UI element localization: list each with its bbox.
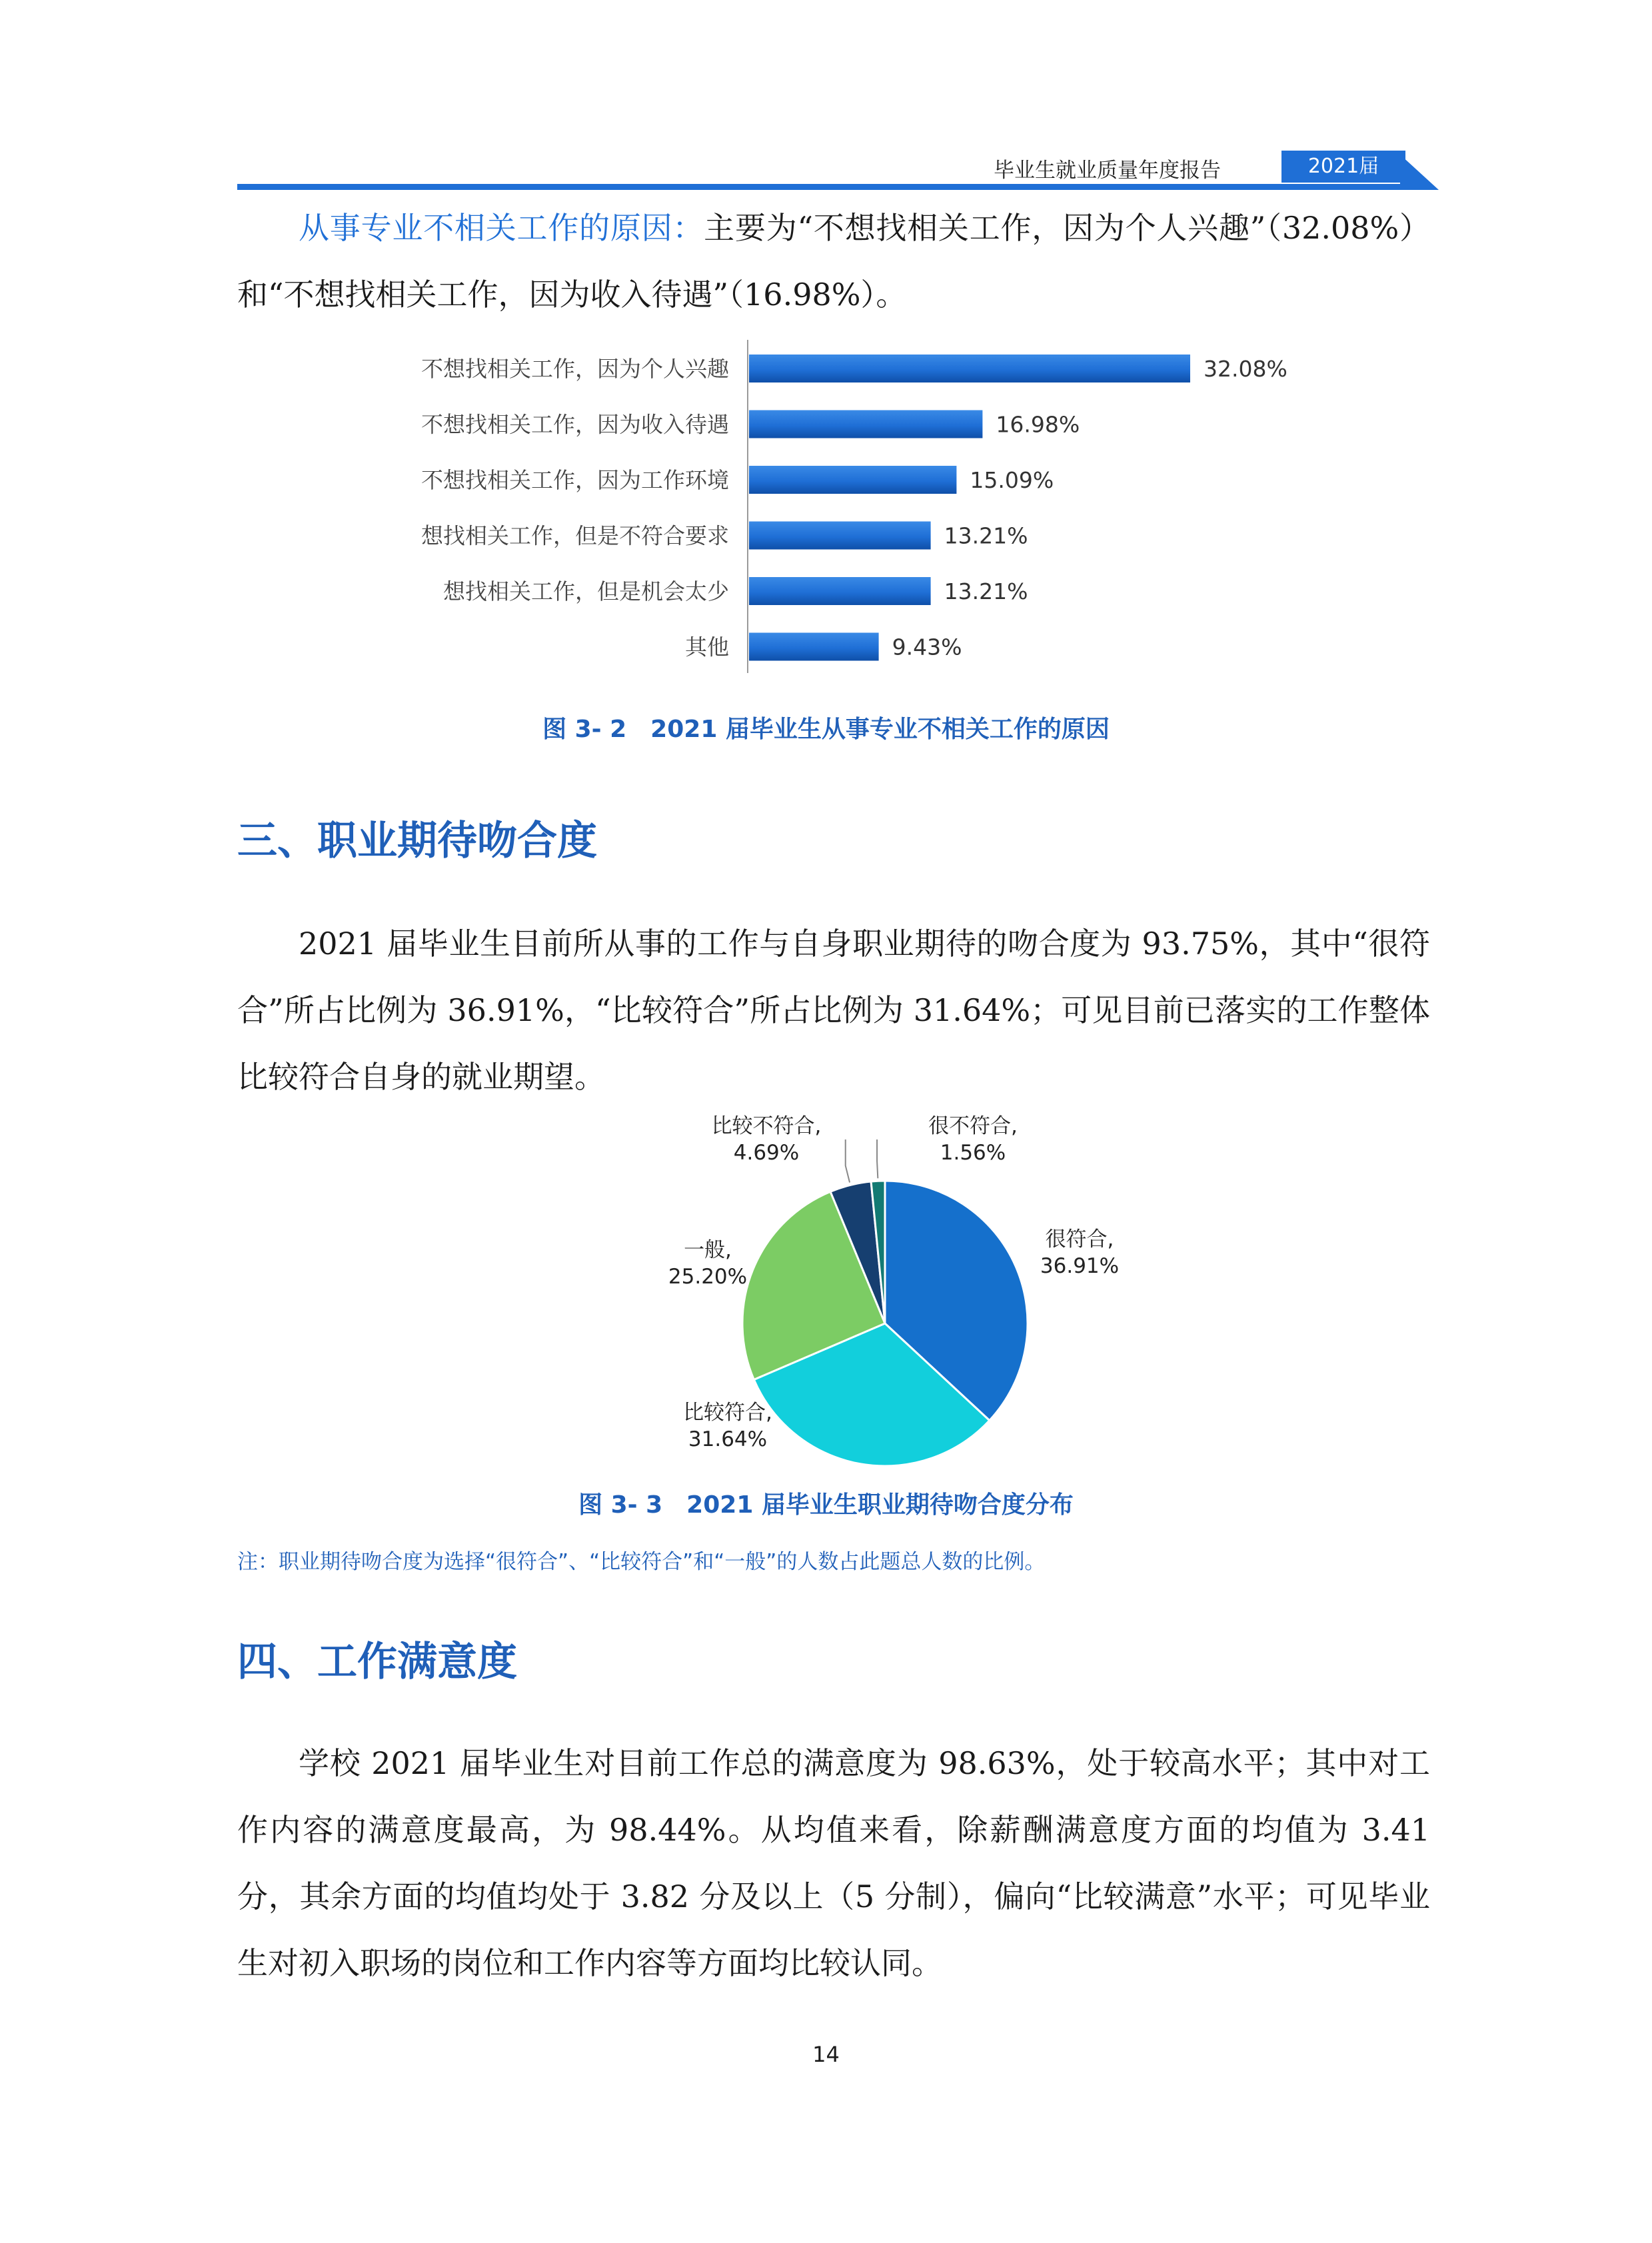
pie-label-value: 25.20% [668,1265,748,1289]
bar-value-label: 32.08% [1204,356,1287,382]
bar-category-label: 其他 [685,634,729,660]
bar-category-label: 想找相关工作，但是不符合要求 [421,522,729,549]
bar [749,577,931,605]
pie-leader-line [846,1139,850,1183]
bar [749,410,982,438]
pie-leader-line [877,1139,878,1178]
pie-label-value: 36.91% [1040,1254,1120,1278]
bar-value-label: 9.43% [892,634,962,660]
pie-label-value: 31.64% [688,1427,768,1451]
bar-value-label: 16.98% [996,411,1080,438]
header-rule [237,184,1400,190]
pie-chart [586,1106,1186,1479]
paragraph-unrelated-reasons [237,195,1430,328]
bar [749,522,931,550]
pie-label-name: 比较不符合, [711,1114,822,1138]
pie-label-value: 4.69% [733,1141,800,1165]
bar [749,633,879,661]
figure-caption-3-3: 图 3- 3 2021 届毕业生职业期待吻合度分布 [578,1491,1074,1519]
bar-category-label: 想找相关工作，但是机会太少 [443,578,729,604]
report-title: 毕业生就业质量年度报告 [994,159,1221,183]
bar-category-label: 不想找相关工作，因为个人兴趣 [421,356,729,382]
pie-label-name: 比较符合, [683,1401,772,1425]
paragraph-satisfaction: 学校 2021 届毕业生对目前工作总的满意度为 98.63%，处于较高水平；其中对工作内容的满意度最高，为 98.44%。从均值来看，除薪酬满意度方面的均值为 3.41 分，其余方面的均值均处于 3.82 分及以上（5 分制），偏向“比较满意”水平；可见毕业生对初入职场的岗位和工作内容等方面均比较认同。 [237,1745,1430,1981]
year-badge: 2021届 [1281,151,1405,183]
pie-label-name: 很不符合, [928,1114,1018,1138]
bar-value-label: 15.09% [970,467,1054,493]
figure-note: 注：职业期待吻合度为选择“很符合”、“比较符合”和“一般”的人数占此题总人数的比例。 [237,1550,1046,1574]
paragraph-lead: 从事专业不相关工作的原因： [299,210,704,246]
pie-label-name: 一般, [684,1238,732,1262]
pie-label-value: 1.56% [940,1141,1006,1165]
page-number: 14 [812,2042,840,2067]
page-header [237,148,1437,195]
bar-value-label: 13.21% [944,522,1028,549]
bar [749,355,1190,382]
section-heading-3: 三、职业期待吻合度 [237,818,597,864]
section-heading-4: 四、工作满意度 [237,1639,517,1685]
bar-category-label: 不想找相关工作，因为工作环境 [421,467,729,493]
bar-category-label: 不想找相关工作，因为收入待遇 [421,411,729,438]
paragraph-expectation: 2021 届毕业生目前所从事的工作与自身职业期待的吻合度为 93.75%，其中“很符合”所占比例为 36.91%，“比较符合”所占比例为 31.64%；可见目前已落实的工作整体比较符合自身的就业期望。 [237,926,1430,1095]
figure-caption-3-2: 图 3- 2 2021 届毕业生从事专业不相关工作的原因 [542,716,1110,743]
paragraph-text: 主要为“不想找相关工作，因为个人兴趣”（32.08%）和“不想找相关工作，因为收入待遇”（16.98%）。 [237,210,1430,313]
header-corner-shape [1400,155,1439,190]
bar-value-label: 13.21% [944,578,1028,604]
pie-label-name: 很符合, [1045,1227,1114,1251]
bar [749,466,956,494]
bar-chart [333,340,1333,686]
